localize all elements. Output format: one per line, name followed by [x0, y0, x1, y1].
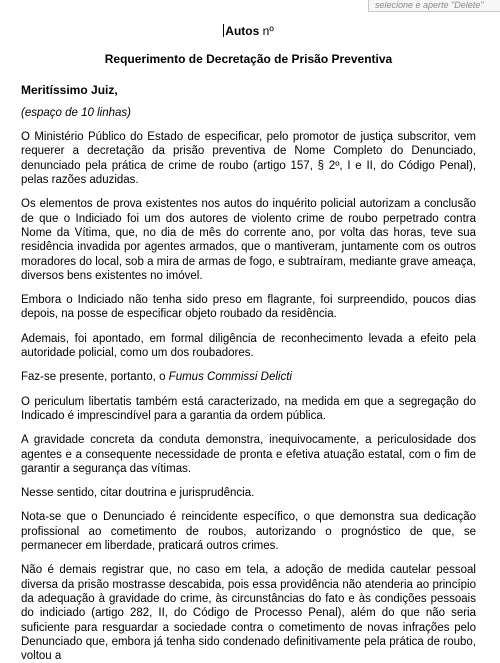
fumus-commissi-delicti: Fumus Commissi Delicti	[168, 371, 292, 384]
paragraph-4: Ademais, foi apontado, em formal diligência de reconhecimento levada a efeito pela autoridade policial, como um dos roubadores.	[21, 332, 476, 360]
paragraph-1: O Ministério Público do Estado de especificar, pelo promotor de justiça subscritor, vem requerer a decretação da prisão preventiva de Nome Completo do Denunciado, denunciado pela prática de crime de roubo (artigo 157, § 2º, I e II, do Código Penal), pelas razões aduzidas.	[21, 131, 476, 187]
paragraph-7: A gravidade concreta da conduta demonstra, inequivocamente, a periculosidade dos agentes e a consequente necessidade de pronta e efetiva atuação estatal, com o fim de garantir a segurança das vítimas.	[21, 434, 476, 475]
paragraph-10: Não é demais registrar que, no caso em tela, a adoção de medida cautelar pessoal diversa da prisão mostrasse descabida, pois essa providência não atenderia ao princípio da adequação à gravidade do crime, às circunstâncias do fato e às condições pessoais do indiciado (artigo 282, II, do Código de Processo Penal), além do que não seria suficiente para resguardar a sociedade contra o cometimento de novas infrações pelo Denunciado que, embora já tenha sido condenado definitivamente pela prática de roubo, voltou a	[21, 564, 476, 663]
autos-number-suffix: nº	[262, 24, 274, 38]
paragraph-6: O periculum libertatis também está caracterizado, na medida em que a segregação do Indicado é imprescindível para a garantia da ordem pública.	[21, 395, 476, 422]
paragraph-3: Embora o Indiciado não tenha sido preso em flagrante, foi surpreendido, poucos dias depois, na posse de especificar objeto roubado da residência.	[21, 294, 476, 321]
autos-heading	[21, 24, 476, 38]
spacing-note: (espaço de 10 linhas)	[21, 106, 131, 119]
document-body[interactable]	[21, 18, 476, 663]
paragraph-9: Nota-se que o Denunciado é reincidente específico, o que demonstra sua dedicação profissional ao cometimento de roubos, autorizando o prognóstico de que, se permanecer em liberdade, praticará outros crimes.	[21, 511, 476, 553]
paragraph-2: Os elementos de prova existentes nos autos do inquérito policial autorizam a conclusão de que o Indiciado foi um dos autores de violento crime de roubo perpetrado contra Nome da Vítima, que, no dia de mês do corrente ano, por volta das horas, teve sua residência invadida por agentes armados, que o mantiveram, juntamente com os outros moradores do local, sob a mira de armas de fogo, e subtraíram, mediante grave ameaça, diversos bens existentes no imóvel.	[21, 198, 476, 282]
delete-hint-tooltip	[368, 0, 500, 12]
salutation: Meritíssimo Juiz,	[21, 82, 118, 97]
paragraph-5-text: Faz-se presente, portanto, o	[21, 371, 169, 384]
autos-label: Autos	[225, 24, 260, 38]
paragraph-5	[21, 370, 476, 384]
document-title: Requerimento de Decretação de Prisão Preventiva	[104, 52, 393, 67]
tooltip-text: selecione e aperte "Delete"	[375, 0, 484, 10]
paragraph-8: Nesse sentido, citar doutrina e jurisprudência.	[21, 487, 255, 500]
